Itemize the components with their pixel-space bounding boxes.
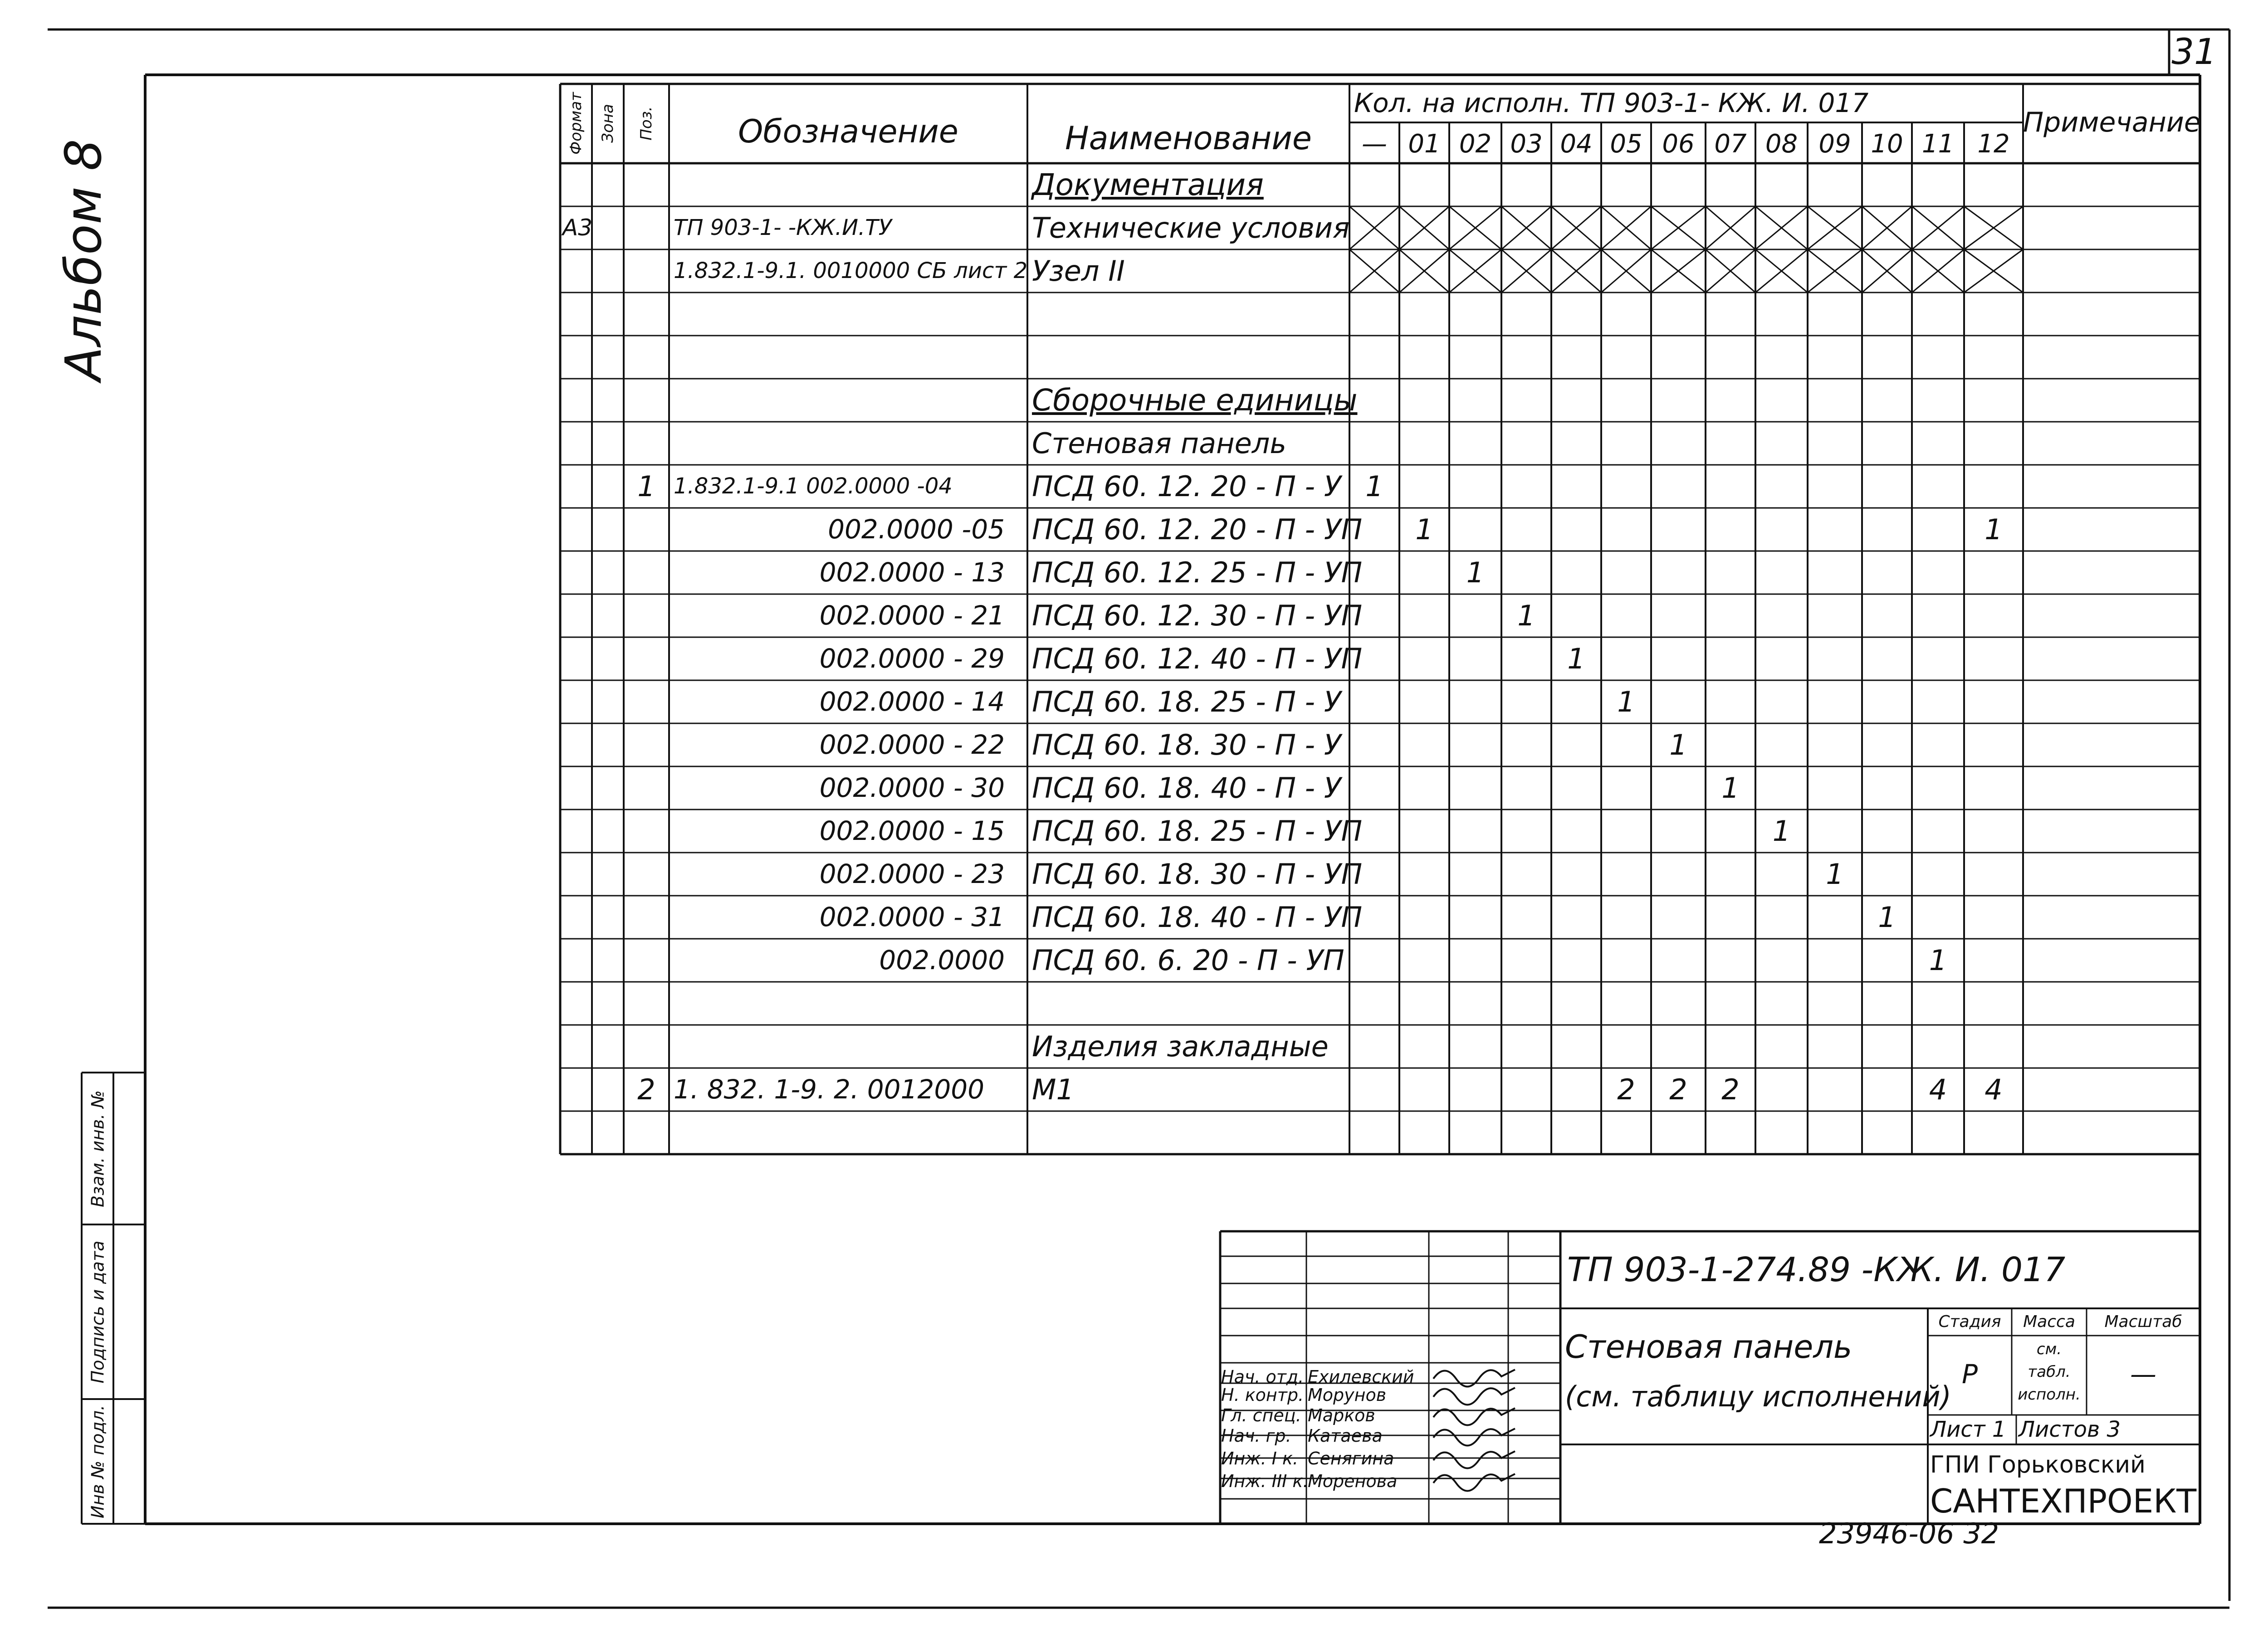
org-name: ГПИ Горьковский xyxy=(1930,1451,2146,1478)
side-stamp-label: Взам. инв. № xyxy=(88,1090,108,1207)
variant-col-12: 12 xyxy=(1977,129,2010,159)
row-designation: 002.0000 - 22 xyxy=(819,729,1005,760)
row-name: ПСД 60. 12. 20 - П - УП xyxy=(1032,513,1363,546)
signer-name: Моренова xyxy=(1308,1471,1398,1491)
row-name: ПСД 60. 18. 30 - П - У xyxy=(1032,728,1341,761)
stage-value: Р xyxy=(1962,1359,1978,1390)
row-designation: 002.0000 xyxy=(879,945,1005,976)
qty-value: 1 xyxy=(1984,513,2003,546)
row-designation: 002.0000 - 15 xyxy=(819,815,1005,846)
scale-value: — xyxy=(2130,1359,2156,1390)
signature-mark xyxy=(1433,1474,1515,1491)
row-name: ПСД 60. 6. 20 - П - УП xyxy=(1032,944,1344,977)
qty-value: 2 xyxy=(1721,1073,1740,1106)
variant-col-03: 03 xyxy=(1510,129,1543,159)
row-name: Технические условия xyxy=(1032,211,1350,244)
row-name: ПСД 60. 12. 40 - П - УП xyxy=(1032,642,1363,675)
stage-label: Стадия xyxy=(1938,1312,2001,1331)
document-title: Стеновая панель xyxy=(1565,1328,1853,1366)
row-name: Узел II xyxy=(1032,254,1125,288)
signer-role: Нач. гр. xyxy=(1221,1426,1291,1446)
row-name: ПСД 60. 18. 30 - П - УП xyxy=(1032,858,1363,891)
row-name: ПСД 60. 18. 40 - П - УП xyxy=(1032,901,1363,934)
name-header: Наименование xyxy=(1065,120,1312,157)
row-designation: 002.0000 -05 xyxy=(828,514,1005,545)
signer-role: Гл. спец. xyxy=(1221,1405,1301,1425)
org-name-2: САНТЕХПРОЕКТ xyxy=(1930,1482,2197,1520)
variant-col-02: 02 xyxy=(1459,129,1492,159)
mass-value: см. табл. исполн. xyxy=(2018,1340,2081,1404)
signer-name: Катаева xyxy=(1308,1426,1383,1446)
variant-col-base: — xyxy=(1362,129,1387,159)
zone-header: Зона xyxy=(599,104,617,143)
variant-col-05: 05 xyxy=(1610,129,1642,159)
variant-col-08: 08 xyxy=(1765,129,1798,159)
row-designation: 1.832.1-9.1. 0010000 СБ лист 2 xyxy=(674,258,1028,283)
row-name: Сборочные единицы xyxy=(1032,383,1358,418)
sheet-label: Лист 1 xyxy=(1930,1417,2006,1442)
row-designation: 002.0000 - 30 xyxy=(819,772,1005,803)
row-designation: ТП 903-1- -КЖ.И.ТУ xyxy=(674,215,892,240)
signature-mark xyxy=(1433,1451,1515,1468)
scale-label: Масштаб xyxy=(2104,1312,2182,1331)
row-designation: 1. 832. 1-9. 2. 0012000 xyxy=(674,1074,985,1105)
signer-role: Нач. отд. xyxy=(1221,1367,1304,1387)
row-designation: 1.832.1-9.1 002.0000 -04 xyxy=(674,473,953,499)
row-name: ПСД 60. 18. 25 - П - У xyxy=(1032,685,1341,718)
qty-value: 2 xyxy=(1617,1073,1635,1106)
row-designation: 002.0000 - 23 xyxy=(819,858,1005,889)
row-pos: 1 xyxy=(637,470,655,503)
row-designation: 002.0000 - 14 xyxy=(819,686,1005,717)
variant-col-07: 07 xyxy=(1714,129,1747,159)
row-name: ПСД 60. 18. 25 - П - УП xyxy=(1032,815,1363,848)
signer-role: Н. контр. xyxy=(1221,1385,1304,1405)
pos-header: Поз. xyxy=(637,106,655,141)
qty-value: 1 xyxy=(1772,815,1791,848)
row-name: М1 xyxy=(1032,1073,1074,1106)
qty-value: 1 xyxy=(1617,685,1635,718)
footer-number: 23946-06 32 xyxy=(1819,1517,1999,1550)
qty-value: 4 xyxy=(1929,1073,1947,1106)
variant-col-06: 06 xyxy=(1662,129,1695,159)
qty-value: 1 xyxy=(1466,556,1485,589)
signer-name: Марков xyxy=(1308,1405,1375,1425)
format-header: Формат xyxy=(567,92,585,155)
row-name: Изделия закладные xyxy=(1032,1030,1329,1063)
signer-name: Сенягина xyxy=(1308,1449,1394,1468)
note-header: Примечание xyxy=(2023,107,2201,138)
variant-col-11: 11 xyxy=(1921,129,1955,159)
row-pos: 2 xyxy=(637,1073,655,1106)
row-name: ПСД 60. 12. 25 - П - УП xyxy=(1032,556,1363,589)
row-name: ПСД 60. 18. 40 - П - У xyxy=(1032,771,1341,805)
album-label: Альбом 8 xyxy=(54,139,112,381)
qty-value: 1 xyxy=(1517,599,1535,632)
signer-role: Инж. III к. xyxy=(1221,1471,1309,1491)
row-name: ПСД 60. 12. 20 - П - У xyxy=(1032,470,1341,503)
side-stamp-label: Инв № подл. xyxy=(88,1405,108,1518)
qty-value: 1 xyxy=(1415,513,1433,546)
row-name: Документация xyxy=(1032,167,1264,202)
page-number: 31 xyxy=(2171,32,2217,73)
row-name: ПСД 60. 12. 30 - П - УП xyxy=(1032,599,1363,632)
qty-value: 1 xyxy=(1365,470,1383,503)
row-designation: 002.0000 - 29 xyxy=(819,643,1005,674)
variant-col-04: 04 xyxy=(1560,129,1593,159)
row-designation: 002.0000 - 31 xyxy=(819,902,1005,932)
signature-mark xyxy=(1433,1370,1515,1387)
variant-col-10: 10 xyxy=(1871,129,1903,159)
mass-label: Масса xyxy=(2023,1312,2075,1331)
qty-value: 1 xyxy=(1929,944,1947,977)
qty-value: 2 xyxy=(1669,1073,1687,1106)
variant-col-09: 09 xyxy=(1818,129,1851,159)
signer-role: Инж. I к. xyxy=(1221,1449,1298,1468)
signer-name: Ехилевский xyxy=(1308,1367,1414,1387)
signature-mark xyxy=(1433,1429,1515,1446)
qty-value: 1 xyxy=(1669,728,1687,761)
qty-value: 4 xyxy=(1984,1073,2003,1106)
qty-value: 1 xyxy=(1878,901,1896,934)
row-name: Стеновая панель xyxy=(1032,427,1286,460)
document-subtitle: (см. таблицу исполнений) xyxy=(1565,1380,1951,1413)
signature-mark xyxy=(1433,1388,1515,1405)
signer-name: Морунов xyxy=(1308,1385,1387,1405)
sheets-label: Листов 3 xyxy=(2019,1417,2121,1442)
qty-value: 1 xyxy=(1567,642,1585,675)
row-format: А3 xyxy=(562,215,593,241)
designation-header: Обозначение xyxy=(738,113,958,150)
qty-header: Кол. на исполн. ТП 903-1- КЖ. И. 017 xyxy=(1354,88,1869,118)
row-designation: 002.0000 - 21 xyxy=(819,600,1005,631)
side-stamp-label: Подпись и дата xyxy=(88,1240,108,1383)
row-designation: 002.0000 - 13 xyxy=(819,557,1005,588)
doc-code: ТП 903-1-274.89 -КЖ. И. 017 xyxy=(1567,1250,2066,1289)
qty-value: 1 xyxy=(1721,771,1740,805)
variant-col-01: 01 xyxy=(1408,129,1441,159)
qty-value: 1 xyxy=(1826,858,1844,891)
